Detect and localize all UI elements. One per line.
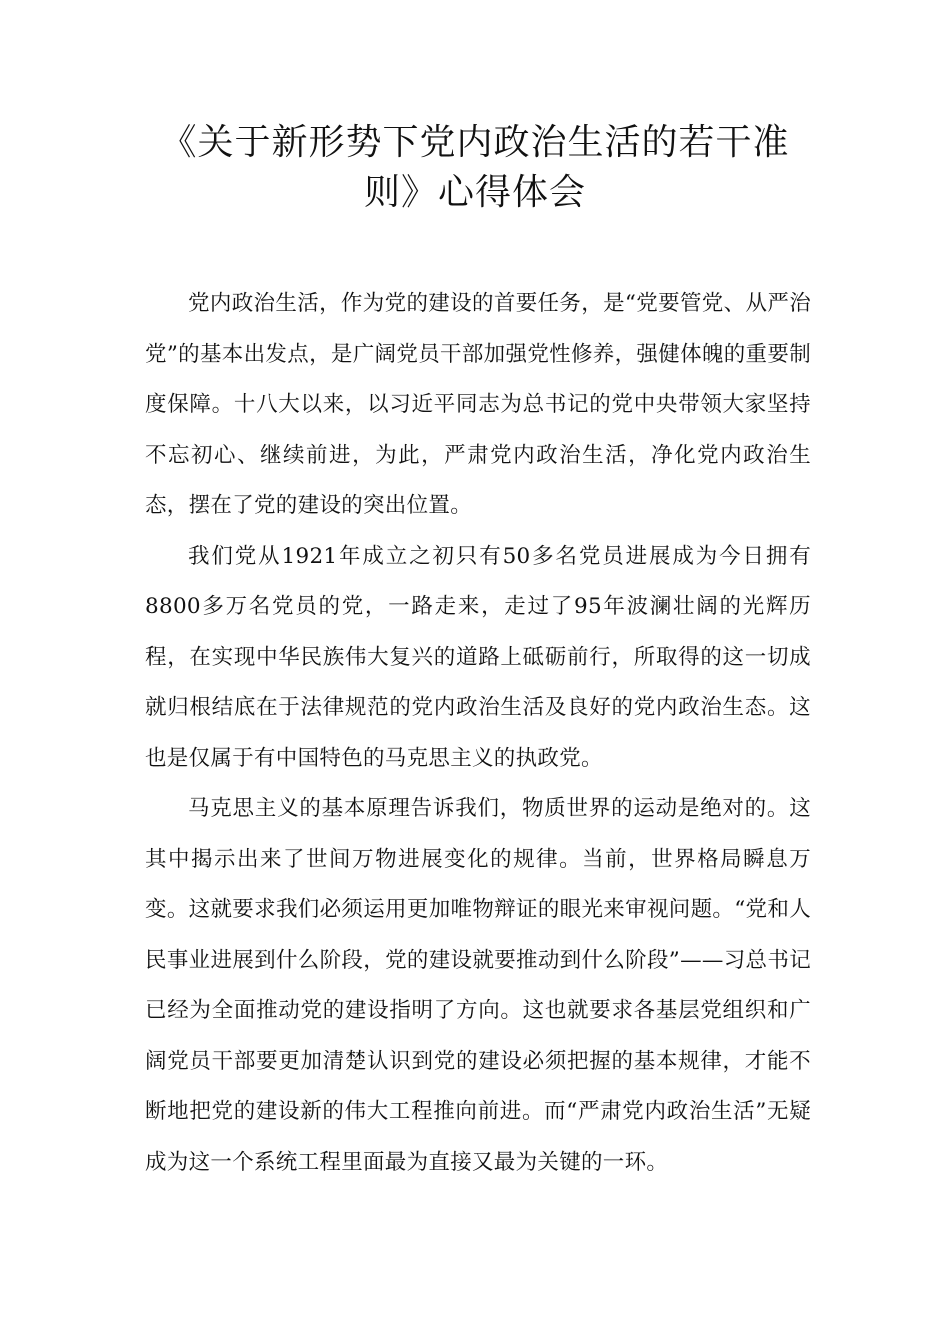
paragraph-1: 党内政治生活，作为党的建设的首要任务，是“党要管党、从严治党”的基本出发点，是广阔党员干部加强党性修养，强健体魄的重要制度保障。十八大以来，以习近平同志为总书记的党中央带领大家坚持不忘初心、继续前进，为此，严肃党内政治生活，净化党内政治生态，摆在了党的建设的突出位置。: [145, 291, 811, 518]
document-title: [110, 118, 840, 218]
title-line-1: 《关于新形势下党内政治生活的若干准: [160, 122, 790, 163]
title-line-2: 则》心得体会: [363, 172, 586, 213]
paragraph-2: 我们党从1921年成立之初只有50多名党员进展成为今日拥有8800多万名党员的党，一路走来，走过了95年波澜壮阔的光辉历程，在实现中华民族伟大复兴的道路上砥砺前行，所取得的这一切成就归根结底在于法律规范的党内政治生活及良好的党内政治生态。这也是仅属于有中国特色的马克思主义的执政党。: [145, 543, 811, 771]
document-body: [145, 279, 811, 1188]
paragraph-3: 马克思主义的基本原理告诉我们，物质世界的运动是绝对的。这其中揭示出来了世间万物进展变化的规律。当前，世界格局瞬息万变。这就要求我们必须运用更加唯物辩证的眼光来审视问题。“党和人民事业进展到什么阶段，党的建设就要推动到什么阶段”——习总书记已经为全面推动党的建设指明了方向。这也就要求各基层党组织和广阔党员干部要更加清楚认识到党的建设必须把握的基本规律，才能不断地把党的建设新的伟大工程推向前进。而“严肃党内政治生活”无疑成为这一个系统工程里面最为直接又最为关键的一环。: [145, 796, 811, 1175]
